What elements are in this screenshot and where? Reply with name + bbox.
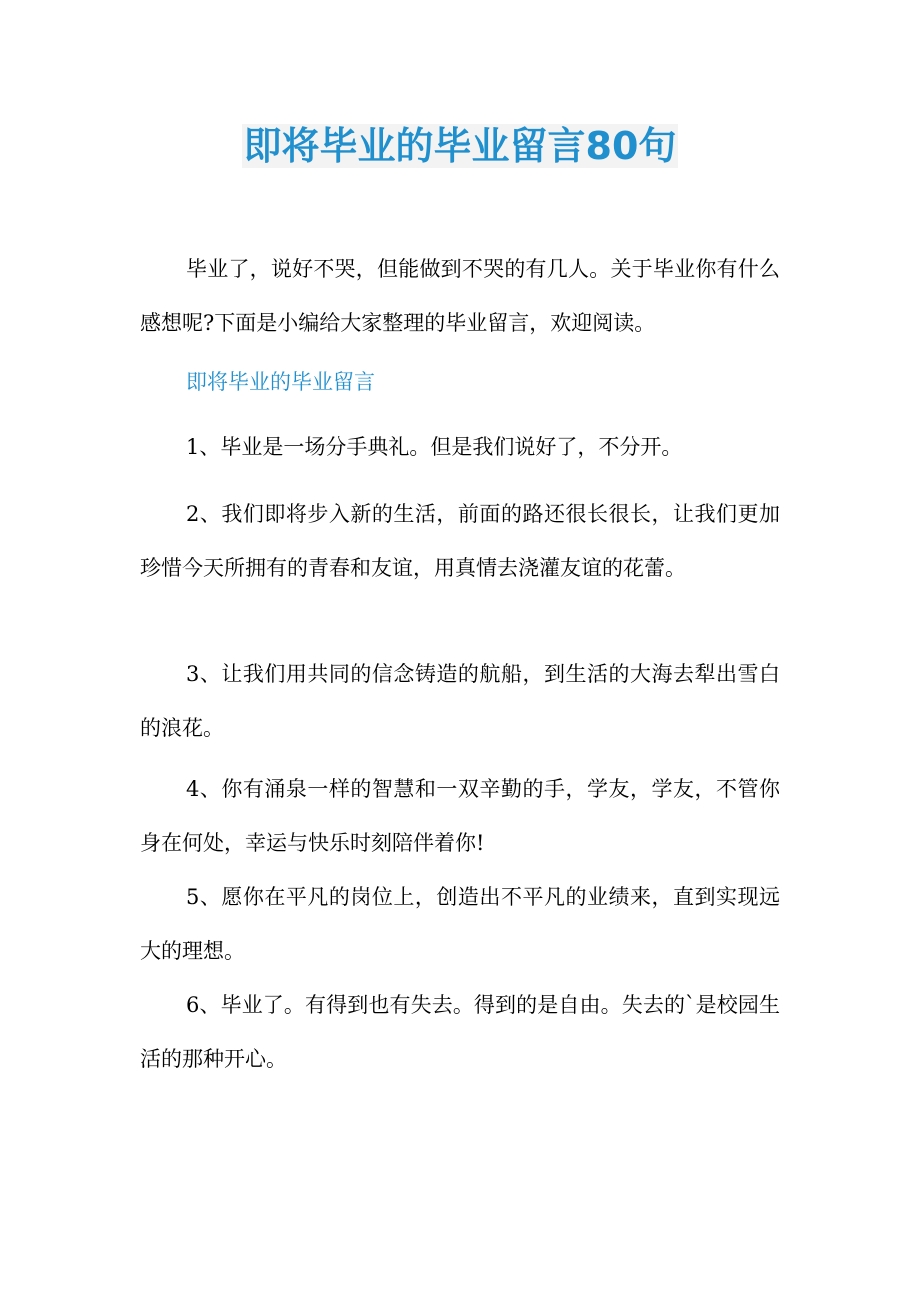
list-item-2: 2、我们即将步入新的生活，前面的路还很长很长，让我们更加珍惜今天所拥有的青春和友谊，用真情去浇灌友谊的花蕾。: [140, 502, 780, 580]
list-item-1: 1、毕业是一场分手典礼。但是我们说好了，不分开。: [186, 435, 683, 459]
list-item-4: 4、你有涌泉一样的智慧和一双辛勤的手，学友，学友，不管你身在何处，幸运与快乐时刻陪伴着你!: [140, 777, 780, 855]
section-heading: 即将毕业的毕业留言: [186, 370, 375, 394]
document-title: [0, 118, 920, 174]
intro-paragraph: 毕业了，说好不哭，但能做到不哭的有几人。关于毕业你有什么感想呢?下面是小编给大家整理的毕业留言，欢迎阅读。: [140, 257, 780, 335]
list-item-5: 5、愿你在平凡的岗位上，创造出不平凡的业绩来，直到实现远大的理想。: [140, 885, 780, 963]
list-item-3: 3、让我们用共同的信念铸造的航船，到生活的大海去犁出雪白的浪花。: [140, 662, 780, 740]
list-item-6: 6、毕业了。有得到也有失去。得到的是自由。失去的`是校园生活的那种开心。: [140, 993, 780, 1071]
title-text: 即将毕业的毕业留言80句: [243, 124, 677, 168]
